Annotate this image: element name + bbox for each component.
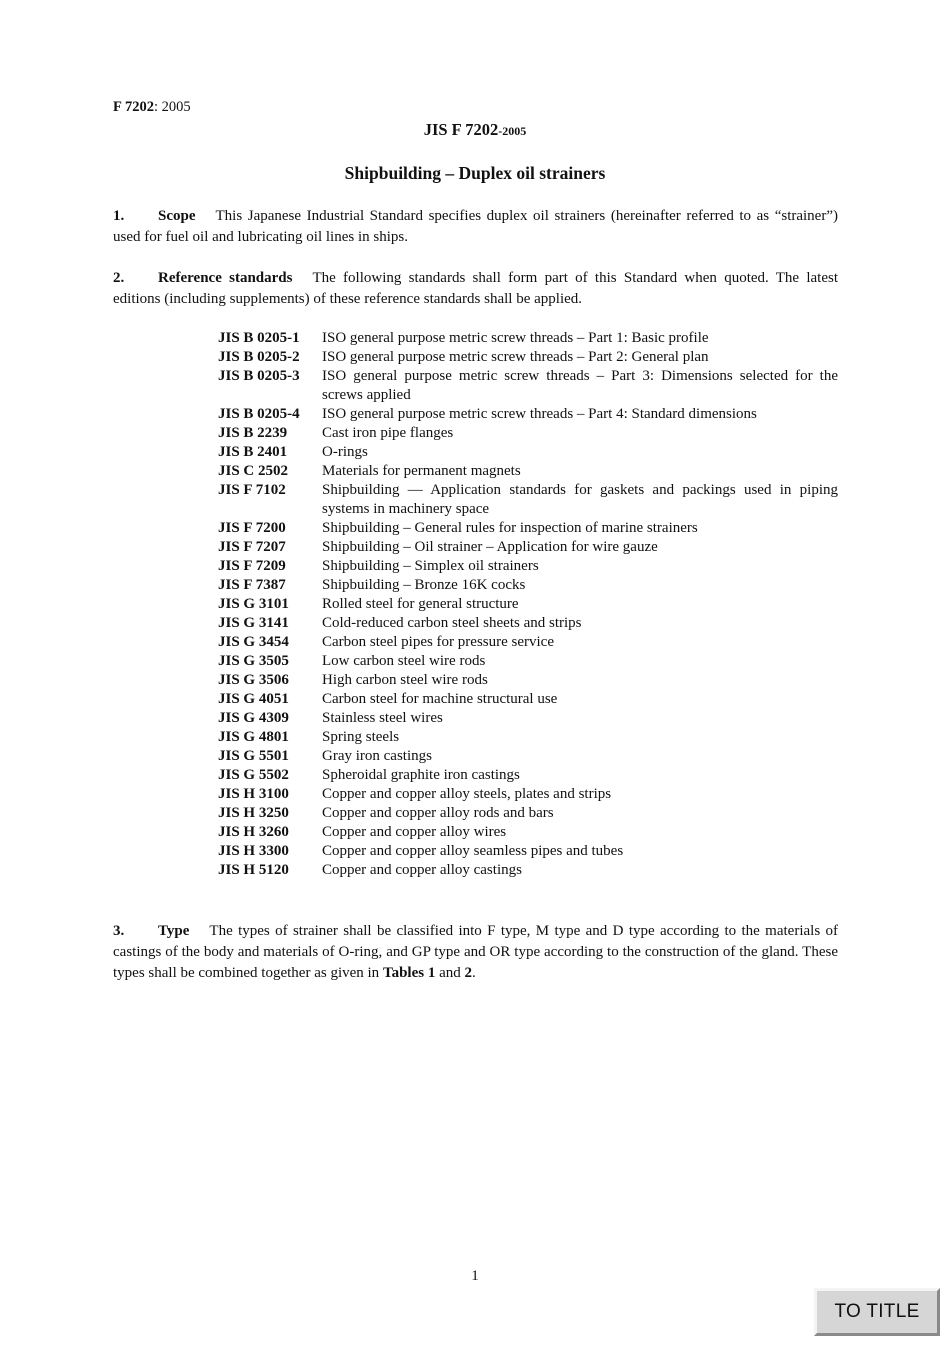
reference-code: JIS G 3505 [218,653,289,669]
clause-reference-standards [113,268,838,310]
reference-title: Rolled steel for general structure [322,596,519,612]
clause-heading: Reference standards [158,270,293,286]
reference-item [218,481,838,519]
reference-code: JIS G 4801 [218,729,289,745]
reference-code: JIS H 5120 [218,862,289,878]
title-year: -2005 [498,124,527,138]
reference-standards-list [218,329,838,880]
reference-item [218,329,838,348]
reference-title: Copper and copper alloy wires [322,824,507,840]
to-title-button[interactable]: TO TITLE [814,1288,940,1336]
reference-item [218,538,838,557]
reference-item [218,804,838,823]
reference-code: JIS G 3101 [218,596,289,612]
reference-item [218,766,838,785]
reference-title: Copper and copper alloy rods and bars [322,805,554,821]
reference-item [218,348,838,367]
clause-heading: Scope [158,208,196,224]
reference-title: ISO general purpose metric screw threads – Part 3: Dimensions selected for the screws applied [322,368,838,403]
reference-code: JIS B 2401 [218,444,288,460]
reference-item [218,709,838,728]
document-title [0,120,950,140]
reference-title: Shipbuilding – Oil strainer – Application for wire gauze [322,539,658,555]
reference-code: JIS F 7209 [218,558,286,574]
reference-item [218,424,838,443]
reference-item [218,861,838,880]
reference-item [218,728,838,747]
reference-title: ISO general purpose metric screw threads – Part 4: Standard dimensions [322,406,757,422]
reference-item [218,690,838,709]
reference-title: Gray iron castings [322,748,432,764]
page-number: 1 [471,1268,479,1284]
title-main: JIS F 7202 [423,120,499,139]
reference-code: JIS H 3300 [218,843,289,859]
document-subtitle: Shipbuilding – Duplex oil strainers [344,163,606,183]
reference-code: JIS B 0205-4 [218,406,300,422]
reference-item [218,557,838,576]
reference-code: JIS B 0205-1 [218,330,300,346]
reference-title: ISO general purpose metric screw threads – Part 2: General plan [322,349,709,365]
reference-item [218,823,838,842]
reference-code: JIS B 0205-2 [218,349,300,365]
clause-heading: Type [158,923,190,939]
reference-code: JIS G 4051 [218,691,289,707]
reference-title: Carbon steel for machine structural use [322,691,558,707]
reference-title: Materials for permanent magnets [322,463,521,479]
reference-title: Spring steels [322,729,400,745]
clause-scope [113,206,838,248]
reference-code: JIS H 3260 [218,824,289,840]
header-code: F 7202 [113,99,154,115]
reference-item [218,671,838,690]
reference-item [218,595,838,614]
reference-code: JIS F 7387 [218,577,286,593]
reference-item [218,462,838,481]
reference-title: Shipbuilding – Simplex oil strainers [322,558,539,574]
reference-title: High carbon steel wire rods [322,672,488,688]
reference-title: Carbon steel pipes for pressure service [322,634,555,650]
reference-code: JIS B 0205-3 [218,368,300,384]
reference-code: JIS H 3100 [218,786,289,802]
and-text: and [435,965,465,981]
reference-title: Cast iron pipe flanges [322,425,454,441]
clause-number: 2. [113,270,125,286]
reference-title: Stainless steel wires [322,710,443,726]
header-year: : 2005 [153,99,191,115]
reference-item [218,576,838,595]
page-header [113,99,191,116]
reference-code: JIS F 7207 [218,539,286,555]
reference-code: JIS C 2502 [218,463,289,479]
reference-title: O-rings [322,444,368,460]
reference-item [218,519,838,538]
reference-code: JIS G 5501 [218,748,289,764]
reference-item [218,785,838,804]
clause-text: The following standards shall form part of this Standard when quoted. The latest editions (including supplements) of these reference standards shall be applied. [113,270,838,307]
reference-title: Shipbuilding — Application standards for gaskets and packings used in piping systems in machinery space [322,482,838,517]
reference-item [218,633,838,652]
reference-item [218,443,838,462]
clause-number: 3. [113,923,125,939]
reference-title: Low carbon steel wire rods [322,653,486,669]
reference-title: Spheroidal graphite iron castings [322,767,520,783]
reference-item [218,614,838,633]
reference-code: JIS G 3454 [218,634,289,650]
reference-title: Copper and copper alloy steels, plates and strips [322,786,612,802]
reference-code: JIS G 3506 [218,672,289,688]
clause-number: 1. [113,208,125,224]
reference-code: JIS H 3250 [218,805,289,821]
reference-code: JIS G 4309 [218,710,289,726]
tables-reference: Tables 1 [382,965,436,981]
reference-code: JIS F 7102 [218,482,286,498]
reference-item [218,842,838,861]
reference-item [218,367,838,405]
reference-title: Copper and copper alloy castings [322,862,522,878]
table-2-reference: 2 [464,965,472,981]
clause-text: The types of strainer shall be classified into F type, M type and D type according to the materials of castings of the body and materials of O-ring, and GP type and OR type according to the construction of the gland. These types shall be combined together as given in [113,923,838,981]
reference-item [218,652,838,671]
reference-code: JIS G 5502 [218,767,289,783]
reference-title: Shipbuilding – Bronze 16K cocks [322,577,526,593]
reference-code: JIS G 3141 [218,615,289,631]
reference-title: ISO general purpose metric screw threads – Part 1: Basic profile [322,330,709,346]
reference-title: Cold-reduced carbon steel sheets and strips [322,615,582,631]
reference-title: Shipbuilding – General rules for inspection of marine strainers [322,520,698,536]
reference-item [218,747,838,766]
clause-text: This Japanese Industrial Standard specifies duplex oil strainers (hereinafter referred to as “strainer”) used for fuel oil and lubricating oil lines in ships. [113,208,838,245]
reference-code: JIS F 7200 [218,520,286,536]
clause-type [113,921,838,984]
end-text: . [472,965,476,981]
reference-item [218,405,838,424]
reference-code: JIS B 2239 [218,425,288,441]
reference-title: Copper and copper alloy seamless pipes and tubes [322,843,624,859]
